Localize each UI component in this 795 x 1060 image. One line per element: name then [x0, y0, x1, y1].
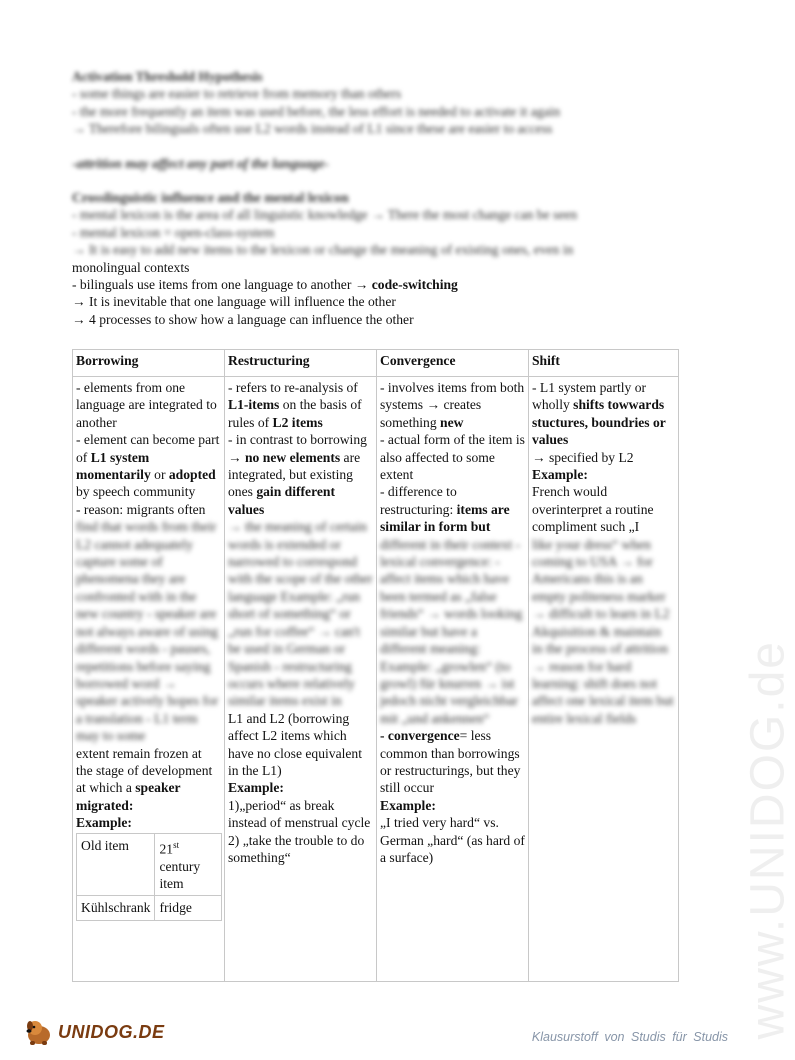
- subtable-cell: fridge: [155, 896, 222, 920]
- subtable-cell: Old item: [77, 833, 155, 896]
- text-line: - mental lexicon = open-class-system: [72, 224, 275, 240]
- text-line: → Therefore bilinguals often use L2 words instead of L1 since these are easier to access: [72, 121, 553, 137]
- shift-example: French would overinterpret a routine compliment such „I: [532, 484, 654, 535]
- text-line: - some things are easier to retrieve from memory than others: [72, 86, 402, 102]
- restructuring-bottom: L1 and L2 (borrowing affect L2 items which have no close equivalent in the L1): [228, 710, 362, 778]
- borrowing-top: - elements from one language are integrated to another - element can become part of L1 system momentarily or adopted by speech community - reason: migrants often: [76, 380, 220, 517]
- text-line: - mental lexicon is the area of all linguistic knowledge → There the most change can be seen: [72, 207, 578, 223]
- example-subtable: [76, 833, 222, 921]
- cell-shift: - L1 system partly or wholly shifts towwards stuctures, boundries or values → specified by L2 Example: French would overinterpret a routine compliment such „I like your dress“ when coming to USA → for Americans this is an empty politeness marker → difficult to learn in L2 Akquisition & maintain in the process of attrition → reason for hard learning: shift does not affect one lexical item but entire lexical fields: [529, 377, 679, 982]
- subtable-cell: Kühlschrank: [77, 896, 155, 920]
- header-restructuring: Restructuring: [225, 350, 377, 377]
- borrowing-bottom: extent remain frozen at the stage of development at which a speaker migrated: Example:: [76, 745, 213, 831]
- cell-convergence: - involves items from both systems → creates something new - actual form of the item is also affected to some extent - difference to restructuring: items are similar in form but different in their context - lexical convergence: - affect items which have been termed as „false friends“ → words looking similar but have a different meaning: Example: „growlen“ (to growl) für knurren → ist jedoch nicht vergleichbar mit „und ankennen“ - convergence= less common than borrowings or restructurings, but they still occur Example: „I tried very hard“ vs. German „hard“ (as hard of a surface): [377, 377, 529, 982]
- text-line: → 4 processes to show how a language can influence the other: [72, 311, 414, 327]
- logo-text: UNIDOG.DE: [58, 1021, 165, 1042]
- section-heading-crosslinguistic: Crosslinguistic influence and the mental lexicon: [72, 190, 349, 206]
- borrowing-blurred: find that words from their L2 cannot adequately capture some of phenomena they are confronted with in the new country - speaker are not always aware of using different words - pauses, repetitions before saying borrowed word → speaker actively hopes for a translation - L1 term may to some: [76, 519, 219, 744]
- watermark: www.UNIDOG.de: [741, 640, 794, 1040]
- restructuring-blurred: → the meaning of certain words is extended or narrowed to correspond with the scope of the other language Example: „run short of something“ or „run for coffee“ → can't be used in German or Spanish - restructuring occurs where relatively similar items exist in: [228, 519, 373, 709]
- text-line: - bilinguals use items from one language to another → code-switching: [72, 277, 458, 293]
- dog-icon: [24, 1018, 54, 1046]
- restructuring-top: - refers to re-analysis of L1-items on the basis of rules of L2 items - in contrast to borrowing → no new elements are integrated, but existing ones gain different values: [228, 380, 367, 517]
- shift-top: - L1 system partly or wholly shifts towwards stuctures, boundries or values → specified by L2: [532, 380, 666, 465]
- text-line: → It is inevitable that one language will influence the other: [72, 294, 396, 310]
- header-shift: Shift: [529, 350, 679, 377]
- note-line: -attrition may affect any part of the language-: [72, 155, 329, 171]
- cell-restructuring: - refers to re-analysis of L1-items on the basis of rules of L2 items - in contrast to borrowing → no new elements are integrated, but existing ones gain different values → the meaning of certain words is extended or narrowed to correspond with the scope of the other language Example: „run short of something“ or „run for coffee“ → can't be used in German or Spanish - restructuring occurs where relatively similar items exist in L1 and L2 (borrowing affect L2 items which have no close equivalent in the L1) Example: 1)„period“ as break instead of menstrual cycle 2) „take the trouble to do something“: [225, 377, 377, 982]
- restructuring-example-2: 2) „take the trouble to do something“: [228, 832, 365, 865]
- convergence-example: „I tried very hard“ vs. German „hard“ (as hard of a surface): [380, 815, 525, 865]
- header-convergence: Convergence: [377, 350, 529, 377]
- text-line: - the more frequently an item was used before, the less effort is needed to activate it again: [72, 103, 561, 119]
- subtable-cell: 21st century item: [155, 833, 222, 896]
- unidog-logo[interactable]: [24, 1018, 165, 1046]
- text-line: monolingual contexts: [72, 259, 190, 275]
- cell-borrowing: [73, 377, 225, 982]
- text-line: → It is easy to add new items to the lexicon or change the meaning of existing ones, even in: [72, 242, 574, 258]
- section-heading-activation: Activation Threshold Hypothesis: [72, 69, 263, 84]
- shift-blurred: like your dress“ when coming to USA → for Americans this is an empty politeness marker → difficult to learn in L2 Akquisition & maintain in the process of attrition → reason for hard learning: shift does not affect one lexical item but entire lexical fields: [532, 536, 674, 726]
- document-body: [72, 68, 682, 328]
- convergence-top: - involves items from both systems → creates something new - actual form of the item is also affected to some extent - difference to restructuring: items are similar in form but: [380, 380, 525, 535]
- convergence-bottom: - convergence= less common than borrowings or restructurings, but they still occur: [380, 728, 521, 796]
- processes-table: [72, 349, 679, 982]
- restructuring-example-1: 1)„period“ as break instead of menstrual cycle: [228, 797, 371, 831]
- code-switching-term: code-switching: [371, 277, 458, 293]
- footer-tagline: Klausurstoff von Studis für Studis: [531, 1030, 728, 1044]
- convergence-blurred: different in their context - lexical convergence: - affect items which have been termed as „false friends“ → words looking similar but have a different meaning: Example: „growlen“ (to growl) für knurren → ist jedoch nicht vergleichbar mit „und ankennen“: [380, 536, 523, 726]
- header-borrowing: Borrowing: [73, 350, 225, 377]
